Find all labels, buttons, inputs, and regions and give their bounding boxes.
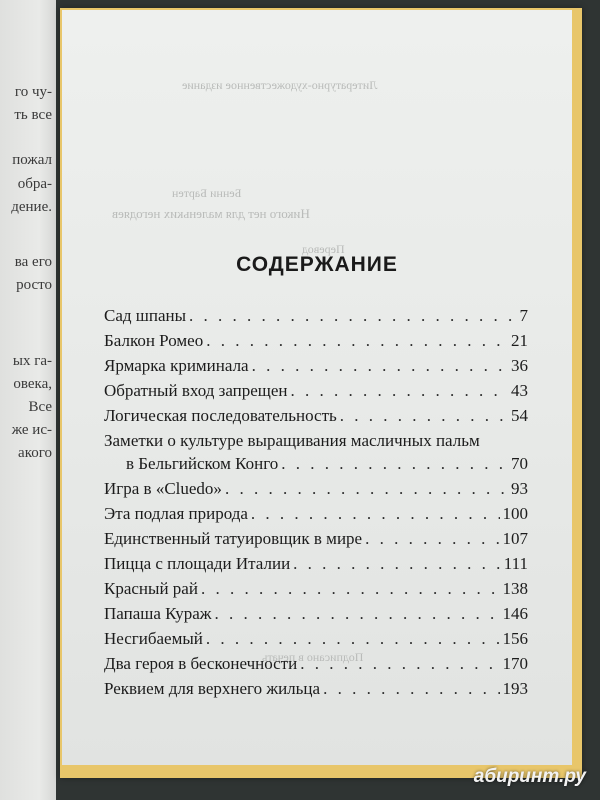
toc-entry-title: Балкон Ромео <box>104 331 204 350</box>
toc-entry-page: 107 <box>502 529 528 548</box>
dot-leader <box>206 629 500 649</box>
toc-entry-title: Сад шпаны <box>104 306 187 325</box>
dot-leader <box>225 479 508 499</box>
show-through-text: Перевод <box>302 242 345 256</box>
dot-leader <box>201 579 500 599</box>
left-text-fragment: акого <box>18 445 52 461</box>
left-text-fragment: обра- <box>17 176 52 192</box>
toc-entry-page: 193 <box>502 679 528 698</box>
left-page <box>0 0 56 800</box>
toc-entry-title-line1: Заметки о культуре выращивания масличных пальм <box>104 431 480 450</box>
contents-page <box>62 10 572 765</box>
left-text-fragment: же ис- <box>11 422 52 438</box>
toc-entry-page: 111 <box>503 554 528 573</box>
toc-entry-title: в Бельгийском Конго <box>126 454 279 473</box>
toc-entry <box>104 679 528 704</box>
left-text-fragment: росто <box>16 277 52 293</box>
dot-leader <box>340 406 508 426</box>
toc-entry <box>104 479 528 504</box>
dot-leader <box>206 331 508 351</box>
dot-leader <box>323 679 499 699</box>
toc-entry <box>104 356 528 381</box>
show-through-text: Никого нет для маленьких негодяев <box>112 206 310 221</box>
dot-leader <box>291 381 508 401</box>
toc-entry-page: 93 <box>511 479 528 498</box>
left-text-fragment: ть все <box>14 107 52 123</box>
table-of-contents <box>104 306 528 704</box>
watermark: абиринт.ру <box>473 766 586 787</box>
show-through-text: Бенни Бартен <box>172 186 242 200</box>
toc-entry-title: Эта подлая природа <box>104 504 248 523</box>
toc-entry-title: Обратный вход запрещен <box>104 381 288 400</box>
dot-leader <box>281 454 508 474</box>
left-text-fragment: дение. <box>11 199 52 215</box>
dot-leader <box>189 306 516 326</box>
toc-entry <box>104 604 528 629</box>
toc-entry <box>104 654 528 679</box>
toc-entry-page: 156 <box>502 629 528 648</box>
show-through-text: Подписано в печать <box>262 650 364 664</box>
toc-entry-page: 170 <box>502 654 528 673</box>
toc-entry <box>104 529 528 554</box>
toc-entry-page: 138 <box>502 579 528 598</box>
toc-entry-title: Два героя в бесконечности <box>104 654 298 673</box>
dot-leader <box>214 604 499 624</box>
toc-entry-page: 70 <box>511 454 528 473</box>
left-text-fragment: ва его <box>14 254 52 270</box>
toc-entry <box>104 331 528 356</box>
toc-entry-title: Папаша Кураж <box>104 604 212 623</box>
toc-entry-page: 36 <box>511 356 528 375</box>
toc-entry <box>104 454 528 479</box>
toc-entry <box>104 554 528 579</box>
toc-entry-title: Несгибаемый <box>104 629 203 648</box>
toc-entry-title: Реквием для верхнего жильца <box>104 679 321 698</box>
toc-entry-title: Красный рай <box>104 579 198 598</box>
dot-leader <box>252 356 508 376</box>
toc-entry-page: 7 <box>519 306 528 325</box>
dot-leader <box>293 554 501 574</box>
toc-entry-page: 21 <box>511 331 528 350</box>
left-text-fragment: ых га- <box>12 353 52 369</box>
toc-entry-title: Пицца с площади Италии <box>104 554 291 573</box>
toc-entry-page: 100 <box>502 504 528 523</box>
left-text-fragment: овека, <box>13 376 52 392</box>
left-text-fragment: пожал <box>12 152 52 168</box>
toc-entry <box>104 306 528 331</box>
toc-entry <box>104 504 528 529</box>
toc-entry-page: 146 <box>502 604 528 623</box>
toc-entry-page: 54 <box>511 406 528 425</box>
toc-entry-page: 43 <box>511 381 528 400</box>
left-text-fragment: го чу- <box>14 84 52 100</box>
toc-entry <box>104 381 528 406</box>
left-text-fragment: Все <box>28 399 52 415</box>
toc-entry-title: Игра в «Cluedo» <box>104 479 222 498</box>
toc-entry <box>104 629 528 654</box>
toc-entry <box>104 579 528 604</box>
show-through-text: Литературно-художественное издание <box>182 78 378 92</box>
page-title: СОДЕРЖАНИЕ <box>236 253 398 276</box>
toc-entry-title: Ярмарка криминала <box>104 356 249 375</box>
toc-entry-title: Единственный татуировщик в мире <box>104 529 363 548</box>
dot-leader <box>300 654 499 674</box>
dot-leader <box>251 504 500 524</box>
toc-entry-title: Логическая последовательность <box>104 406 337 425</box>
toc-entry <box>104 406 528 431</box>
dot-leader <box>365 529 499 549</box>
